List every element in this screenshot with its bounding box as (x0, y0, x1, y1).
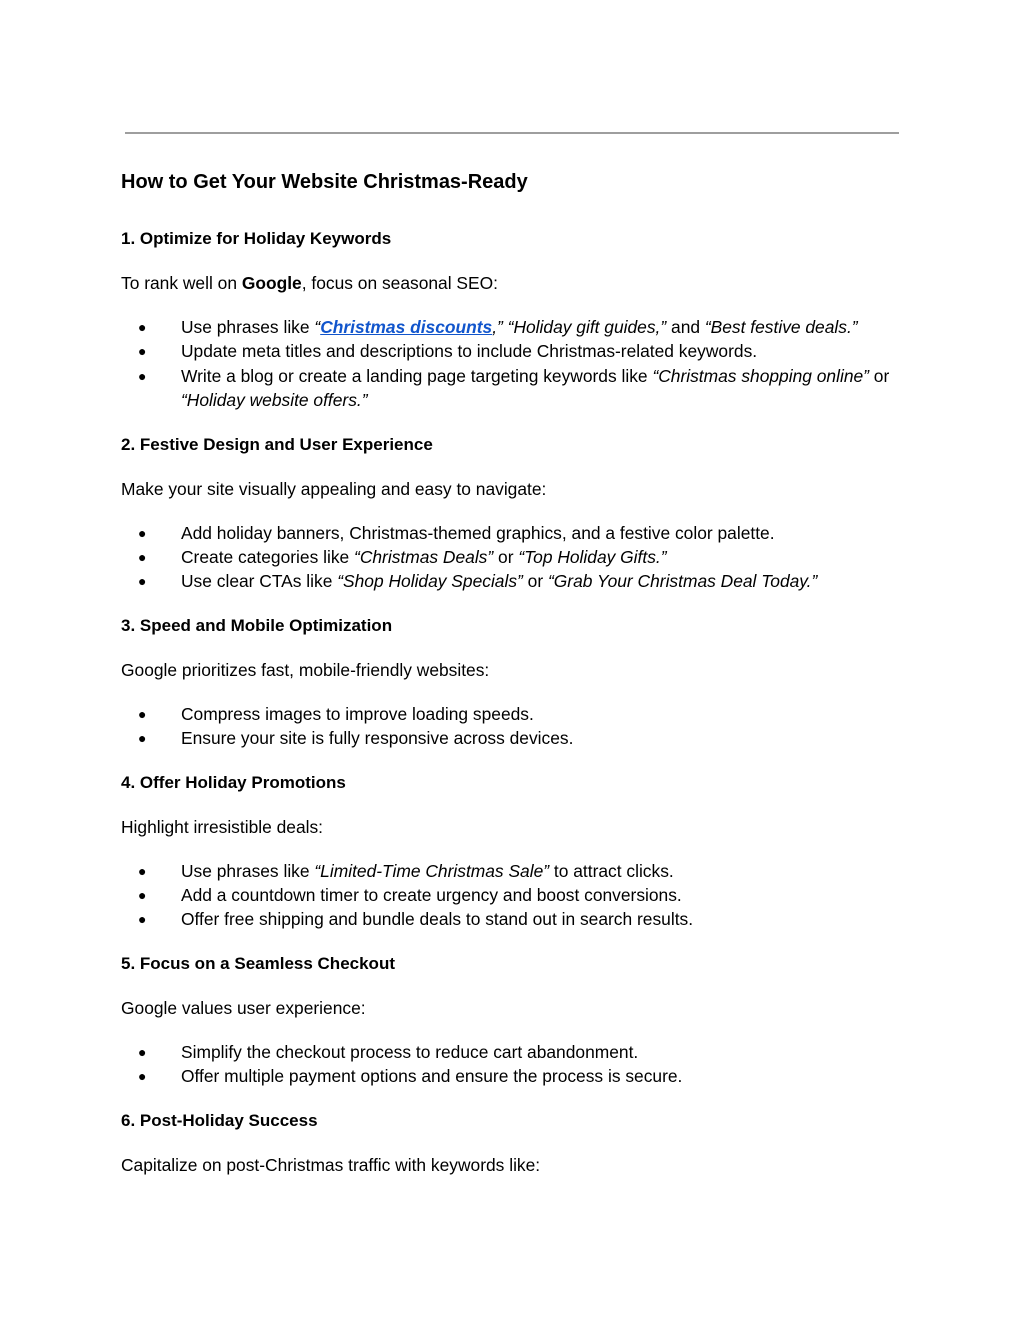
christmas-discounts-link[interactable]: Christmas discounts (320, 317, 493, 337)
section-1-heading: 1. Optimize for Holiday Keywords (121, 229, 392, 248)
section-4-intro: Highlight irresistible deals: (121, 816, 324, 837)
bullet-icon: ● (138, 367, 147, 384)
list-item: ● Create categories like “Christmas Deals” or “Top Holiday Gifts.” (121, 545, 911, 569)
bullet-icon: ● (138, 524, 147, 541)
list-item: ● Offer multiple payment options and ensure the process is secure. (121, 1064, 911, 1088)
list-item: ● Simplify the checkout process to reduce cart abandonment. (121, 1040, 911, 1064)
section-1-intro: To rank well on Google, focus on seasonal SEO: (121, 273, 498, 293)
horizontal-rule (125, 132, 899, 134)
bullet-icon: ● (138, 573, 147, 590)
list-item: ● Use phrases like “Limited-Time Christmas Sale” to attract clicks. (121, 859, 911, 883)
document-title: How to Get Your Website Christmas-Ready (121, 171, 528, 193)
section-3-list (121, 702, 911, 751)
bullet-icon: ● (138, 319, 147, 335)
bullet-icon: ● (138, 343, 147, 360)
list-item: ● Offer free shipping and bundle deals to stand out in search results. (121, 907, 911, 931)
list-item: ● Use clear CTAs like “Shop Holiday Specials” or “Grab Your Christmas Deal Today.” (121, 569, 911, 593)
list-item: ● Add a countdown timer to create urgency and boost conversions. (121, 883, 911, 907)
bullet-icon: ● (138, 911, 147, 928)
section-2-heading: 2. Festive Design and User Experience (121, 434, 433, 454)
list-item: ● Use phrases like “Christmas discounts,” “Holiday gift guides,” and “Best festive deals.” (121, 315, 911, 339)
bullet-icon: ● (138, 887, 147, 904)
document-body (121, 168, 911, 1177)
section-5-intro: Google values user experience: (121, 997, 366, 1018)
list-item: ● Compress images to improve loading speeds. (121, 702, 911, 726)
section-1-list (121, 315, 911, 413)
section-3-heading: 3. Speed and Mobile Optimization (121, 615, 393, 635)
google-bold-text: Google (241, 273, 302, 293)
list-item: ● Write a blog or create a landing page targeting keywords like “Christmas shopping online” or “Holiday website offers.” (138, 365, 890, 411)
bullet-icon: ● (138, 862, 147, 879)
section-6-intro: Capitalize on post-Christmas traffic with keywords like: (121, 1154, 541, 1175)
section-3-intro: Google prioritizes fast, mobile-friendly websites: (121, 659, 490, 680)
section-2-list (121, 521, 911, 594)
section-4-list (121, 859, 911, 932)
list-item: ● Ensure your site is fully responsive across devices. (121, 726, 911, 750)
section-6-heading: 6. Post-Holiday Success (121, 1110, 318, 1130)
bullet-icon: ● (138, 1043, 147, 1060)
bullet-icon: ● (138, 1068, 147, 1085)
section-2-intro: Make your site visually appealing and easy to navigate: (121, 478, 547, 499)
bullet-icon: ● (138, 705, 147, 722)
section-5-list (121, 1040, 911, 1089)
list-item: ● Add holiday banners, Christmas-themed graphics, and a festive color palette. (121, 521, 911, 545)
section-4-heading: 4. Offer Holiday Promotions (121, 772, 346, 792)
section-5-heading: 5. Focus on a Seamless Checkout (121, 953, 395, 973)
list-item: ● Update meta titles and descriptions to include Christmas-related keywords. (121, 339, 911, 363)
bullet-icon: ● (138, 549, 147, 566)
bullet-icon: ● (138, 730, 147, 747)
